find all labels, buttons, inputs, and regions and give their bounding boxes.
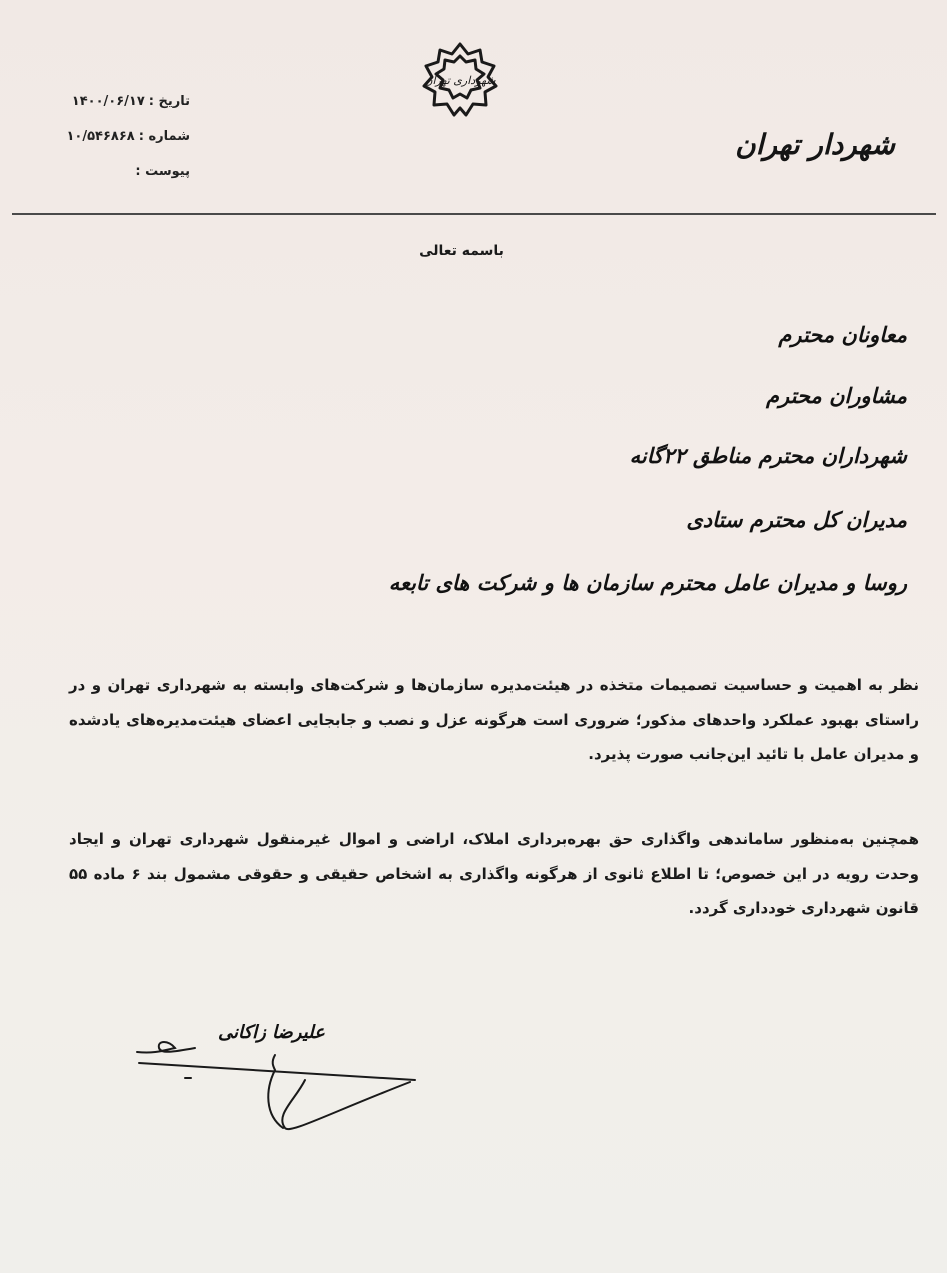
letter-meta xyxy=(40,94,190,179)
invocation xyxy=(0,243,947,259)
date-row xyxy=(40,94,190,109)
handwritten-signature-icon xyxy=(125,1030,435,1140)
number-label: شماره : xyxy=(138,129,190,144)
tehran-municipality-emblem-icon xyxy=(420,40,500,120)
recipient-line: مدیران کل محترم ستادی xyxy=(686,507,907,532)
date-label: تاریخ : xyxy=(148,94,190,109)
signatory-name: علیرضا زاکانی xyxy=(218,1022,325,1043)
brand-title: شهردار تهران xyxy=(735,128,895,161)
invocation-text: باسمه تعالی xyxy=(419,243,504,259)
recipient-line: روسا و مدیران عامل محترم سازمان ها و شرکت های تابعه xyxy=(388,570,907,595)
header-divider xyxy=(12,213,936,215)
logo-text: شهرداری تهران xyxy=(424,74,496,87)
recipient-line: مشاوران محترم xyxy=(766,383,907,408)
body-paragraph: نظر به اهمیت و حساسیت تصمیمات متخذه در هیئت‌مدیره سازمان‌ها و شرکت‌های وابسته به شهرداری تهران و در راستای بهبود عملکرد واحدهای مذکور؛ ضروری است هرگونه عزل و نصب و جابجایی اعضای هیئت‌مدیره‌های یادشده و مدیران عامل با تائید این‌جانب صورت پذیرد. xyxy=(69,676,919,763)
body-paragraph: همچنین به‌منظور ساماندهی واگذاری حق بهره‌برداری املاک، اراضی و اموال غیرمنقول شهرداری تهران و ایجاد وحدت رویه در این خصوص؛ تا اطلاع ثانوی از هرگونه واگذاری به اشخاص حقیقی و حقوقی مشمول بند ۶ ماده ۵۵ قانون شهرداری خودداری گردد. xyxy=(69,830,919,917)
recipient-line: شهرداران محترم مناطق ۲۲گانه xyxy=(629,443,907,468)
date-value: ۱۴۰۰/۰۶/۱۷ xyxy=(71,94,145,109)
number-value: ۱۰/۵۴۶۸۶۸ xyxy=(66,129,135,144)
number-row xyxy=(40,129,190,144)
attachment-label: پیوست : xyxy=(135,164,190,179)
attachment-row xyxy=(40,164,190,179)
recipient-line: معاونان محترم xyxy=(778,322,907,347)
